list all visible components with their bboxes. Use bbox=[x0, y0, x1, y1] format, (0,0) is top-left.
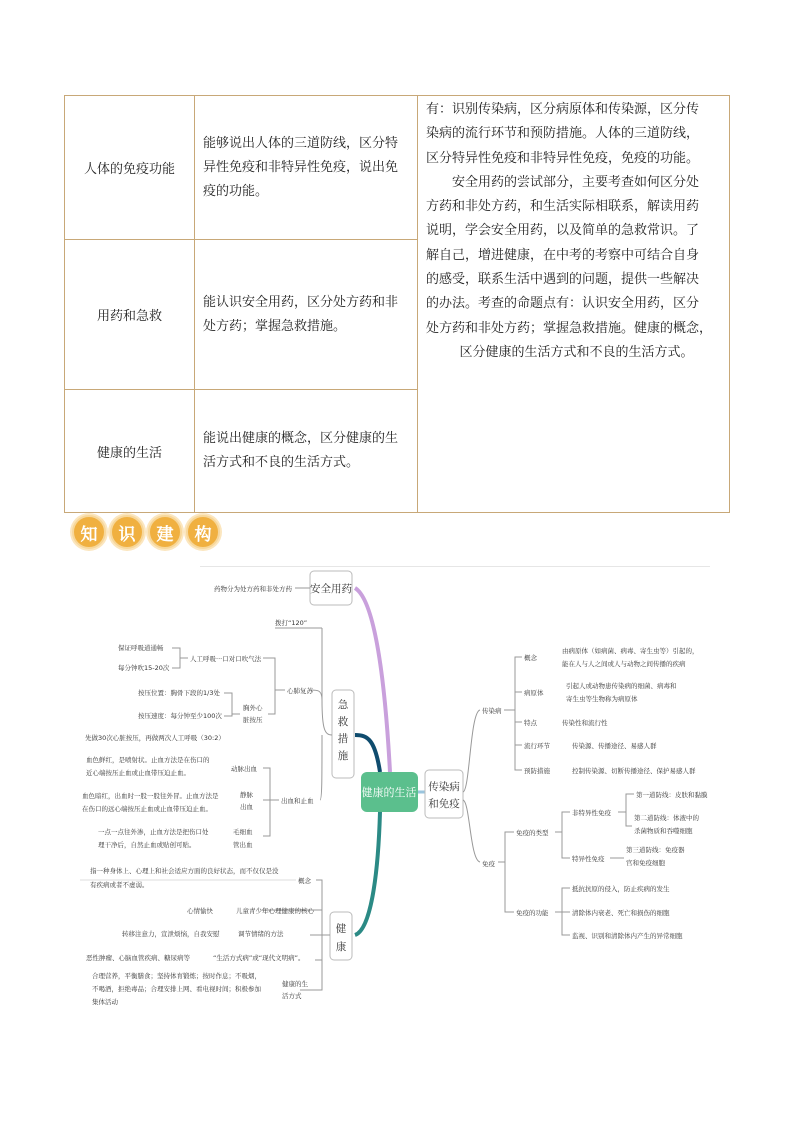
leaf-text: 理干净后，自然止血或贴创可贴。 bbox=[98, 841, 196, 849]
leaf-text: 出血 bbox=[240, 803, 253, 811]
topic-cell: 人体的免疫功能 bbox=[65, 96, 195, 240]
connector bbox=[310, 628, 332, 800]
leaf-text: 引起人或动物患传染病的细菌、病毒和 bbox=[566, 682, 677, 690]
center-label: 健康的生活 bbox=[361, 786, 417, 799]
node-label: 急 bbox=[337, 699, 349, 711]
leaf-text: 寄生虫等生物称为病原体 bbox=[566, 695, 638, 703]
leaf-text: 第一道防线：皮肤和黏膜 bbox=[636, 791, 708, 799]
branch-text: 概念 bbox=[524, 654, 537, 662]
node-infection bbox=[425, 770, 463, 818]
requirement-cell: 能认识安全用药，区分处方药和非 处方药；掌握急救措施。 bbox=[195, 240, 418, 390]
leaf-text: 监视、识别和清除体内产生的异常细胞 bbox=[572, 932, 683, 940]
connector bbox=[498, 832, 514, 912]
leaf-text: 药物分为处方药和非处方药 bbox=[214, 585, 292, 593]
leaf-text: 有疾病或者不虚弱。 bbox=[90, 881, 149, 889]
leaf-text: 传染源、传播途径、易感人群 bbox=[572, 742, 657, 750]
leaf-text: 动脉出血 bbox=[231, 765, 257, 773]
branch-text: 出血和止血 bbox=[281, 797, 314, 805]
leaf-text: 管出血 bbox=[233, 841, 253, 849]
leaf-text: 恶性肿瘤、心脑血管疾病、糖尿病等 bbox=[86, 954, 190, 962]
node-label: 施 bbox=[337, 750, 349, 762]
leaf-text: 血色鲜红，是喷射状。止血方法是在伤口的 bbox=[86, 756, 210, 764]
branch-text: 传染病 bbox=[482, 707, 502, 715]
branch-line bbox=[355, 812, 380, 935]
topic-cell: 健康的生活 bbox=[65, 390, 195, 512]
leaf-text: 能在人与人之间或人与动物之间传播的疾病 bbox=[562, 660, 686, 668]
leaf-text: 心情愉快 bbox=[187, 907, 213, 915]
node-label: 和免疫 bbox=[428, 798, 460, 810]
branch-text: 健康的生 bbox=[282, 980, 308, 988]
leaf-text: 毛细血 bbox=[233, 828, 253, 836]
connector bbox=[463, 710, 480, 862]
node-label: 措 bbox=[337, 733, 349, 745]
leaf-text: 脏按压 bbox=[243, 716, 263, 724]
leaf-text: 按压位置：胸骨下段的1/3处 bbox=[138, 689, 220, 697]
leaf-text: 指一种身体上、心理上和社会适应方面的良好状态，而不仅仅是没 bbox=[90, 867, 279, 875]
branch-text: 预防措施 bbox=[524, 767, 550, 775]
branch-line bbox=[355, 735, 380, 772]
topic-cell: 用药和急救 bbox=[65, 240, 195, 390]
branch-text: 活方式 bbox=[282, 992, 302, 1000]
connector bbox=[224, 693, 240, 716]
banner-char: 构 bbox=[186, 515, 220, 549]
leaf-text: 控制传染源、切断传播途径、保护易感人群 bbox=[572, 767, 696, 775]
leaf-text: 由病原体（如病菌、病毒、寄生虫等）引起的， bbox=[562, 647, 699, 655]
leaf-text: 合理营养，平衡膳食；坚持体育锻炼；按时作息；不吸烟， bbox=[92, 972, 261, 980]
leaf-text: 集体活动 bbox=[92, 998, 118, 1006]
leaf-text: 胸外心 bbox=[243, 704, 263, 712]
node-label: 康 bbox=[335, 941, 347, 953]
leaf-text: 先做30次心脏按压，再做两次人工呼吸（30:2） bbox=[85, 734, 225, 742]
leaf-text: 静脉 bbox=[240, 791, 253, 799]
banner-char: 建 bbox=[148, 515, 182, 549]
leaf-text: 清除体内衰老、死亡和损伤的细胞 bbox=[572, 909, 670, 917]
leaf-text: 拨打“120” bbox=[275, 619, 308, 627]
leaf-text: 每分钟吹15-20次 bbox=[118, 664, 170, 672]
leaf-text: 抵抗抗原的侵入，防止疾病的发生 bbox=[572, 885, 670, 893]
branch-text: 调节情绪的方法 bbox=[238, 930, 284, 938]
branch-text: 特点 bbox=[524, 719, 537, 727]
leaf-text: 转移注意力，宣泄烦恼，自我安慰 bbox=[122, 930, 220, 938]
analysis-cell: 有：识别传染病，区分病原体和传染源，区分传 染病的流行环节和预防措施。人体的三道防线， 区分特异性免疫和非特异性免疫，免疫的功能。 安全用药的尝试部分，主要考查如何区分处 方药和非处方药，和生活实际相联系，解读用药 说明，学会安全用药，以及简单的急救常识。了 解自己，增进健康，在中考的考察中可结合自身 的感受，联系生活中遇到的问题，提供一些解决 的办法。考查的命题点有：认识安全用药，区分 处方药和非处方药；掌握急救措施。健康的概念， 区分健康的生活方式和不良的生活方式。 bbox=[426, 102, 713, 360]
connector bbox=[555, 888, 570, 935]
leaf-text: 保证呼吸道通畅 bbox=[118, 644, 164, 652]
connector bbox=[172, 648, 188, 668]
connector bbox=[618, 794, 634, 826]
connector bbox=[263, 768, 279, 836]
node-label: 健 bbox=[335, 923, 347, 935]
branch-text: 免疫的功能 bbox=[516, 909, 549, 917]
branch-text: “生活方式病”或“现代文明病”。 bbox=[213, 954, 305, 962]
branch-text: 免疫 bbox=[482, 860, 495, 868]
leaf-text: 一点一点往外渗，止血方法是把伤口处 bbox=[98, 828, 209, 836]
leaf-text: 近心端按压止血或止血带压迫止血。 bbox=[86, 769, 190, 777]
branch-text: 儿童青少年心理健康的核心 bbox=[236, 907, 314, 915]
branch-text: 非特异性免疫 bbox=[572, 809, 611, 817]
requirement-cell: 能够说出人体的三道防线，区分特 异性免疫和非特异性免疫，说出免 疫的功能。 bbox=[195, 96, 418, 240]
leaf-text: 不喝酒，拒绝毒品；合理安排上网、看电视时间；积极参加 bbox=[92, 985, 261, 993]
requirement-cell: 能说出健康的概念，区分健康的生 活方式和不良的生活方式。 bbox=[195, 390, 418, 512]
node-label: 传染病 bbox=[428, 781, 460, 793]
connector bbox=[555, 812, 570, 858]
leaf-text: 按压速度：每分钟至少100次 bbox=[138, 712, 222, 720]
leaf-text: 传染性和流行性 bbox=[562, 719, 608, 727]
node-label: 安全用药 bbox=[310, 583, 352, 595]
leaf-text: 人工呼吸···口对口吹气法 bbox=[190, 655, 262, 663]
leaf-text: 第二道防线：体液中的 bbox=[634, 814, 699, 822]
connector bbox=[263, 658, 285, 714]
banner-char: 识 bbox=[110, 515, 144, 549]
banner-char: 知 bbox=[72, 515, 106, 549]
leaf-text: 血色暗红，出血时一股一股往外冒。止血方法是 bbox=[82, 792, 219, 800]
branch-text: 免疫的类型 bbox=[516, 829, 549, 837]
leaf-text: 杀菌物质和吞噬细胞 bbox=[634, 827, 693, 835]
node-label: 救 bbox=[337, 716, 349, 728]
leaf-text: 在伤口的远心端按压止血或止血带压迫止血。 bbox=[82, 805, 212, 813]
leaf-text: 官和免疫细胞 bbox=[626, 859, 665, 867]
branch-text: 病原体 bbox=[524, 689, 544, 697]
leaf-text: 第三道防线：免疫器 bbox=[626, 846, 685, 854]
branch-text: 特异性免疫 bbox=[572, 855, 605, 863]
branch-text: 心肺复苏 bbox=[287, 687, 313, 695]
branch-text: 概念 bbox=[298, 877, 311, 885]
connector bbox=[504, 657, 522, 770]
branch-text: 流行环节 bbox=[524, 742, 550, 750]
